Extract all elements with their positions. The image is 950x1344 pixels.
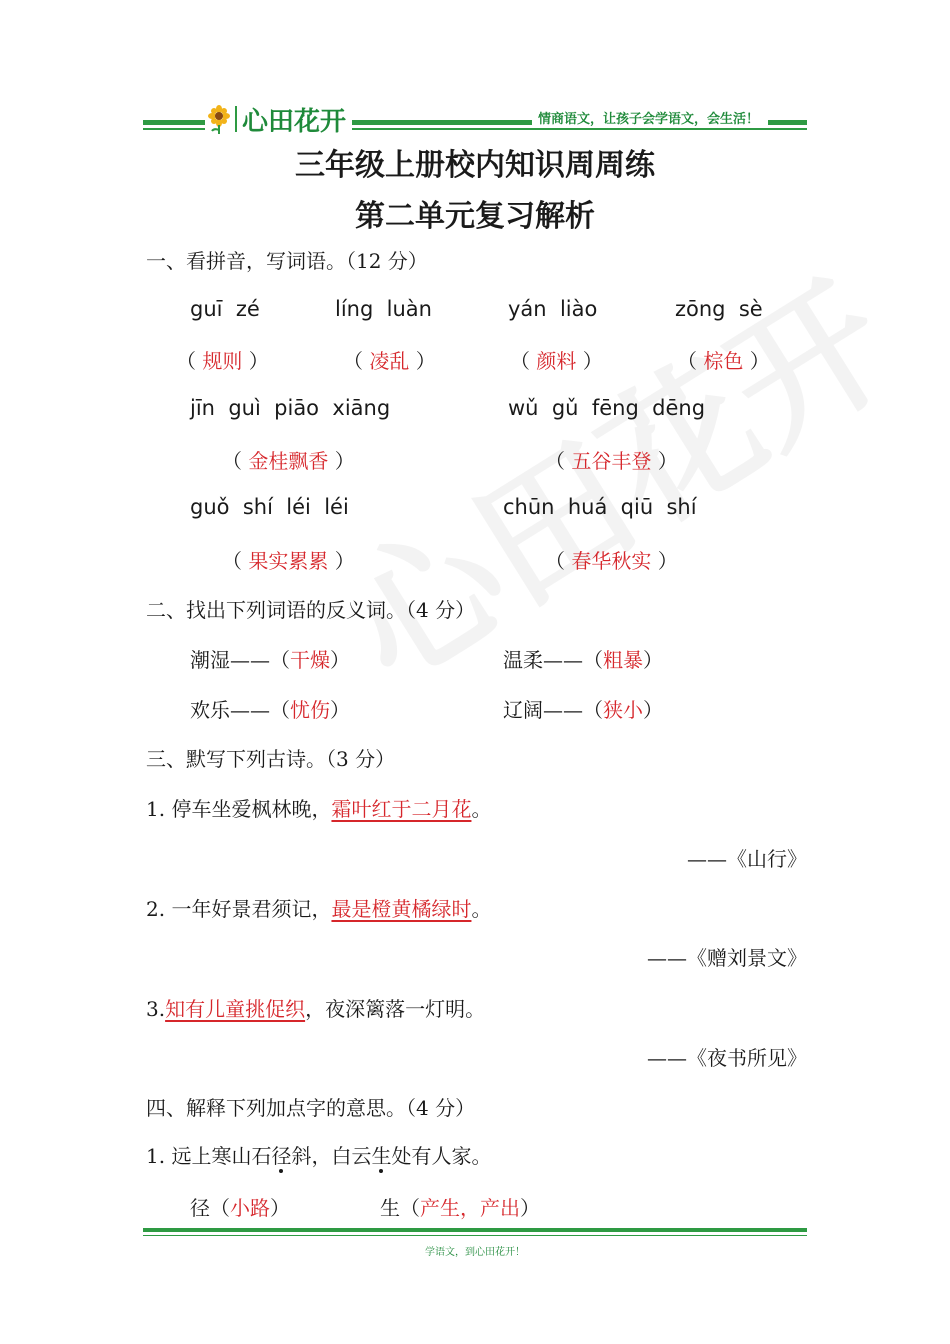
poem-answer: 最是橙黄橘绿时 <box>331 897 472 921</box>
answer: 春华秋实 <box>571 549 652 573</box>
answer-blank: （ 规则 ） <box>176 349 269 373</box>
poem-source: ——《山行》 <box>687 847 807 871</box>
poem-source: ——《夜书所见》 <box>647 1046 807 1070</box>
poem-line <box>146 993 485 1022</box>
answer-blank: （ 颜料 ） <box>510 349 603 373</box>
header-rule-mid-thick <box>352 120 532 125</box>
antonym-word: 辽阔—— <box>503 698 583 722</box>
section-3-heading: 三、默写下列古诗。（3 分） <box>146 747 396 771</box>
poem-end: 。 <box>471 897 492 921</box>
poem-text: 1. 远上寒山石 <box>146 1144 272 1168</box>
footer-rule-thick <box>143 1228 807 1232</box>
header-rule-left-thick <box>143 120 205 125</box>
poem-line <box>146 1140 491 1169</box>
header-rule-right-thick <box>768 120 807 125</box>
pinyin: jīn guì piāo xiāng <box>190 396 391 420</box>
poem-end: 。 <box>471 797 492 821</box>
pinyin: wǔ gǔ fēng dēng <box>508 396 706 420</box>
item-number: 3. <box>146 997 166 1021</box>
antonym-word: 温柔—— <box>503 648 583 672</box>
poem-line <box>146 793 491 822</box>
pinyin: yán liào <box>508 297 598 321</box>
answer: 五谷丰登 <box>571 449 652 473</box>
pinyin: guǒ shí léi léi <box>190 495 349 519</box>
antonym-pair: 辽阔——（狭小） <box>503 698 663 722</box>
section-1-heading: 一、看拼音，写词语。（12 分） <box>146 249 428 273</box>
poem-rest: ，夜深篱落一灯明。 <box>305 997 486 1021</box>
meaning-char: 径 <box>190 1196 210 1220</box>
meaning-answer: 小路 <box>230 1196 270 1220</box>
pinyin: zōng sè <box>675 297 763 321</box>
meaning-char: 生 <box>380 1196 400 1220</box>
meaning-answer: 产生，产出 <box>420 1196 520 1220</box>
sunflower-icon <box>206 104 232 134</box>
slogan: 情商语文，让孩子会学语文，会生活！ <box>538 112 760 127</box>
header-rule-mid-thin <box>352 128 807 130</box>
answer: 颜料 <box>536 349 577 373</box>
antonym-answer: 粗暴 <box>603 648 643 672</box>
section-2-heading: 二、找出下列词语的反义词。（4 分） <box>146 598 476 622</box>
poem-answer: 知有儿童挑促织 <box>165 997 306 1021</box>
antonym-answer: 干燥 <box>290 648 330 672</box>
footer-text: 学语文，到心田花开！ <box>425 1247 525 1258</box>
answer-blank: （ 五谷丰登 ） <box>545 449 678 473</box>
answer-blank: （ 金桂飘香 ） <box>222 449 355 473</box>
antonym-pair: 温柔——（粗暴） <box>503 648 663 672</box>
answer: 凌乱 <box>369 349 410 373</box>
antonym-answer: 狭小 <box>603 698 643 722</box>
pinyin: líng luàn <box>335 297 432 321</box>
answer: 规则 <box>202 349 243 373</box>
poem-given: 停车坐爱枫林晚， <box>171 797 332 821</box>
dotted-char: 径 <box>271 1144 292 1168</box>
pinyin: chūn huá qiū shí <box>503 495 697 519</box>
answer-blank: （ 春华秋实 ） <box>545 549 678 573</box>
footer-rule-thin <box>143 1235 807 1236</box>
poem-text: 处有人家。 <box>391 1144 492 1168</box>
antonym-pair: 潮湿——（干燥） <box>190 648 350 672</box>
section-4-heading: 四、解释下列加点字的意思。（4 分） <box>146 1096 476 1120</box>
antonym-word: 欢乐—— <box>190 698 270 722</box>
antonym-word: 潮湿—— <box>190 648 270 672</box>
page-subtitle: 第二单元复习解析 <box>355 199 595 234</box>
brand-name: 心田花开 <box>242 107 347 137</box>
poem-text: 斜，白云 <box>291 1144 372 1168</box>
answer-blank: （ 果实累累 ） <box>222 549 355 573</box>
meaning-item: 生（产生，产出） <box>380 1196 540 1220</box>
page-title: 三年级上册校内知识周周练 <box>295 148 655 183</box>
header-divider <box>235 106 237 132</box>
answer: 金桂飘香 <box>248 449 329 473</box>
answer-blank: （ 凌乱 ） <box>343 349 436 373</box>
poem-line <box>146 893 491 922</box>
dotted-char: 生 <box>371 1144 392 1168</box>
antonym-answer: 忧伤 <box>290 698 330 722</box>
antonym-pair: 欢乐——（忧伤） <box>190 698 350 722</box>
pinyin: guī zé <box>190 297 260 321</box>
header-rule-left-thin <box>143 128 205 130</box>
poem-source: ——《赠刘景文》 <box>647 946 807 970</box>
poem-given: 一年好景君须记， <box>171 897 332 921</box>
answer-blank: （ 棕色 ） <box>677 349 770 373</box>
item-number: 2. <box>146 897 166 921</box>
item-number: 1. <box>146 797 166 821</box>
meaning-item: 径（小路） <box>190 1196 290 1220</box>
answer: 棕色 <box>703 349 744 373</box>
answer: 果实累累 <box>248 549 329 573</box>
poem-answer: 霜叶红于二月花 <box>331 797 472 821</box>
